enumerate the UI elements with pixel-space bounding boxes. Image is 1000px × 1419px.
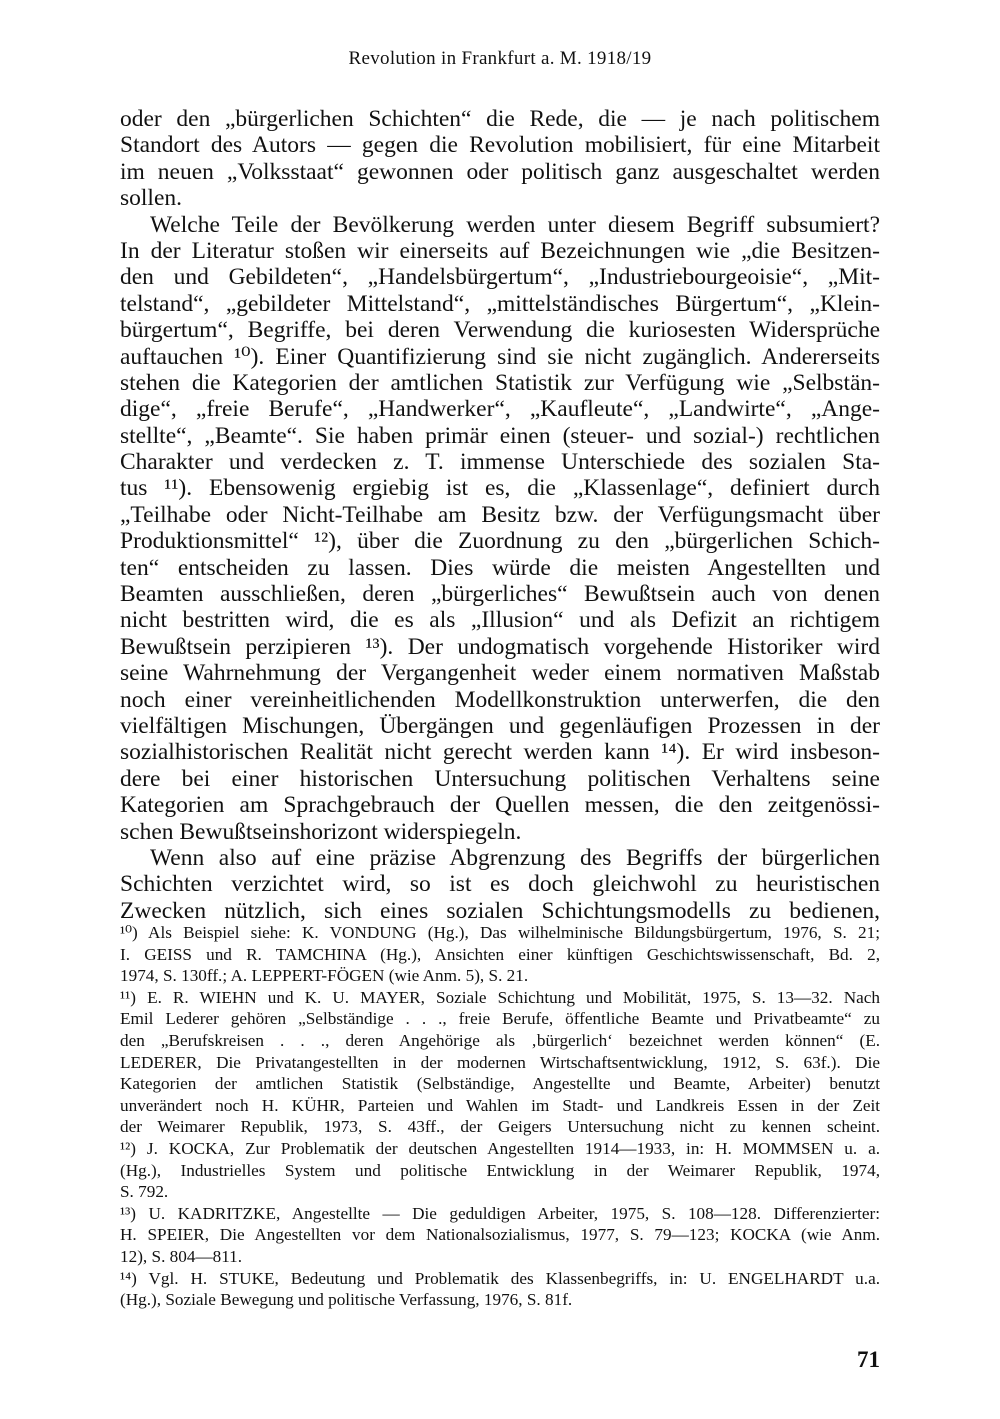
- body-line: seine Wahrnehmung der Vergangenheit weder einem normativen Maßstab: [120, 660, 880, 687]
- footnote-line: Kategorien der amtlichen Statistik (Selbständige, Angestellte und Beamte, Arbeiter) benutzt: [120, 1074, 880, 1094]
- body-line: In der Literatur stoßen wir einerseits auf Bezeichnungen wie „die Besitzen-: [120, 237, 880, 264]
- body-line: nicht bestritten wird, die es als „Illusion“ und als Defizit an richtigem: [120, 607, 880, 634]
- body-line: stellte“, „Beamte“. Sie haben primär einen (steuer- und sozial-) rechtlichen: [120, 422, 880, 449]
- body-line: auftauchen ¹⁰). Einer Quantifizierung sind sie nicht zugänglich. Andererseits: [120, 343, 880, 370]
- footnote-line: (Hg.), Soziale Bewegung und politische Verfassung, 1976, S. 81f.: [120, 1290, 573, 1310]
- body-line: ten“ entscheiden zu lassen. Dies würde die meisten Angestellten und: [120, 554, 880, 581]
- body-line: schen Bewußtseinshorizont widerspiegeln.: [120, 818, 522, 845]
- body-line: Beamten ausschließen, deren „bürgerliches“ Bewußtsein auch von denen: [120, 581, 880, 608]
- body-line: dere bei einer historischen Untersuchung politischen Verhaltens seine: [120, 765, 880, 792]
- body-line: telstand“, „gebildeter Mittelstand“, „mittelständisches Bürgertum“, „Klein-: [120, 290, 880, 317]
- body-line: Wenn also auf eine präzise Abgrenzung des Begriffs der bürgerlichen: [150, 844, 880, 871]
- footnote-line: S. 792.: [120, 1182, 169, 1202]
- body-line: vielfältigen Mischungen, Übergängen und gegenläufigen Prozessen in der: [120, 712, 880, 739]
- body-line: Welche Teile der Bevölkerung werden unter diesem Begriff subsumiert?: [150, 211, 880, 238]
- body-line: stehen die Kategorien der amtlichen Statistik zur Verfügung wie „Selbstän-: [120, 369, 880, 396]
- body-line: Bewußtsein perzipieren ¹³). Der undogmatisch vorgehende Historiker wird: [120, 633, 880, 660]
- body-line: oder den „bürgerlichen Schichten“ die Rede, die — je nach politischem: [120, 106, 880, 132]
- body-line: Produktionsmittel“ ¹²), über die Zuordnung zu den „bürgerlichen Schich-: [120, 528, 880, 555]
- body-line: tus ¹¹). Ebensowenig ergiebig ist es, die „Klassenlage“, definiert durch: [120, 475, 880, 502]
- footnote-line: ¹⁰) Als Beispiel siehe: K. VONDUNG (Hg.), Das wilhelminische Bildungsbürgertum, 1976, S. 21;: [120, 923, 880, 942]
- body-line: dige“, „freie Berufe“, „Handwerker“, „Kaufleute“, „Landwirte“, „Ange-: [120, 396, 880, 423]
- footnotes: [120, 922, 880, 1311]
- footnote-line: Emil Lederer gehören „Selbständige . . ., freie Berufe, öffentliche Beamte und Privatbeamte“ zu: [120, 1009, 880, 1029]
- footnote-line: ¹⁴) Vgl. H. STUKE, Bedeutung und Problematik des Klassenbegriffs, in: U. ENGELHARDT u.a.: [120, 1268, 880, 1288]
- footnote-line: 1974, S. 130ff.; A. LEPPERT-FÖGEN (wie Anm. 5), S. 21.: [120, 966, 529, 986]
- body-line: „Teilhabe oder Nicht-Teilhabe am Besitz bzw. der Verfügungsmacht über: [120, 501, 880, 528]
- body-line: sozialhistorischen Realität nicht gerecht werden kann ¹⁴). Er wird insbeson-: [120, 739, 880, 766]
- running-head: Revolution in Frankfurt a. M. 1918/19: [348, 48, 652, 69]
- footnote-line: (Hg.), Industrielles System und politische Entwicklung in der Weimarer Republik, 1974,: [120, 1160, 880, 1180]
- footnote-line: ¹²) J. KOCKA, Zur Problematik der deutschen Angestellten 1914—1933, in: H. MOMMSEN u. a.: [120, 1138, 880, 1158]
- body-line: Schichten verzichtet wird, so ist es doch gleichwohl zu heuristischen: [120, 871, 880, 898]
- body-line: im neuen „Volksstaat“ gewonnen oder politisch ganz ausgeschaltet werden: [120, 158, 880, 185]
- body-line: Standort des Autors — gegen die Revolution mobilisiert, für eine Mitarbeit: [120, 132, 880, 159]
- body-line: bürgertum“, Begriffe, bei deren Verwendung die kuriosesten Widersprüche: [120, 317, 880, 344]
- body-line: sollen.: [120, 185, 183, 212]
- footnote-line: 12), S. 804—811.: [120, 1246, 243, 1266]
- footnote-line: ¹³) U. KADRITZKE, Angestellte — Die geduldigen Arbeiter, 1975, S. 108—128. Differenzierter:: [120, 1203, 880, 1223]
- footnote-line: unverändert noch H. KÜHR, Parteien und Wahlen im Stadt- und Landkreis Essen in der Zeit: [120, 1095, 880, 1115]
- body-line: noch einer vereinheitlichenden Modellkonstruktion unterwerfen, die den: [120, 686, 880, 713]
- footnote-line: H. SPEIER, Die Angestellten vor dem Nationalsozialismus, 1977, S. 79—123; KOCKA (wie Anm.: [120, 1225, 880, 1245]
- body-line: Zwecken nützlich, sich eines sozialen Schichtungsmodells zu bedienen,: [120, 897, 880, 924]
- footnote-line: I. GEISS und R. TAMCHINA (Hg.), Ansichten einer künftigen Geschichtswissenschaft, Bd. 2,: [120, 944, 880, 964]
- footnote-line: der Weimarer Republik, 1973, S. 43ff., der Geigers Untersuchung nicht zu kennen scheint.: [120, 1117, 880, 1137]
- body-line: Charakter und verdecken z. T. immense Unterschiede des sozialen Sta-: [120, 449, 880, 476]
- body-line: Kategorien am Sprachgebrauch der Quellen messen, die den zeitgenössi-: [120, 792, 880, 819]
- footnote-line: ¹¹) E. R. WIEHN und K. U. MAYER, Soziale Schichtung und Mobilität, 1975, S. 13—32. Nach: [120, 987, 880, 1007]
- footnote-line: LEDERER, Die Privatangestellten in der modernen Wirtschaftsentwicklung, 1912, S. 63f.). Die: [120, 1052, 880, 1072]
- body-text: [120, 106, 880, 924]
- body-line: den und Gebildeten“, „Handelsbürgertum“, „Industriebourgeoisie“, „Mit-: [120, 264, 880, 291]
- footnote-line: den „Berufskreisen . . ., deren Angehörige als ‚bürgerlich‘ bezeichnet werden können“ (E.: [120, 1030, 880, 1050]
- page-number: 71: [857, 1347, 880, 1372]
